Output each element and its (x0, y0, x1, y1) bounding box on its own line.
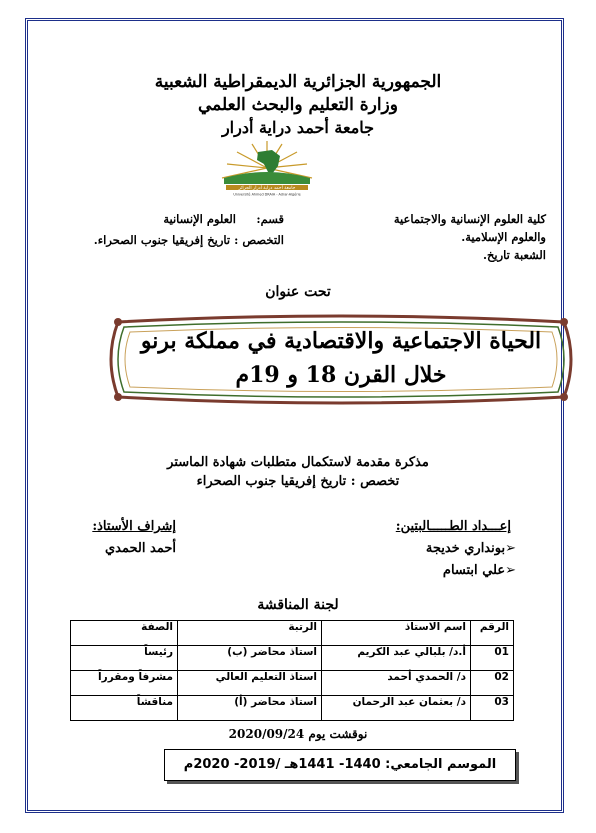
supervisor-name: أحمد الحمدي (105, 541, 176, 556)
table-cell: استاذ التعليم العالي (178, 671, 322, 696)
thesis-title-line-1: الحياة الاجتماعية والاقتصادية في مملكة برنو (140, 328, 542, 354)
university-logo-icon (212, 138, 322, 198)
student-name-2: ➢علي ابتسام (442, 563, 516, 578)
department-value: العلوم الإنسانية (163, 212, 236, 226)
supervisor-heading: إشراف الأستاذ: (92, 519, 176, 534)
university-title: جامعة أحمد دراية أدرار (221, 118, 375, 137)
table-cell: د/ الحمدي أحمد (322, 671, 471, 696)
svg-text:Université Ahmed DRAIA - Adrar: Université Ahmed DRAIA - Adrar-Algérie (233, 192, 301, 197)
column-header: اسم الاستاذ (322, 621, 471, 646)
column-header: الصفة (71, 621, 178, 646)
table-row (71, 671, 514, 696)
svg-text:جامعة أحمد دراية أدرار الجزائر: جامعة أحمد دراية أدرار الجزائر (238, 186, 296, 191)
specialty-line: التخصص : تاريخ إفريقيا جنوب الصحراء. (93, 233, 284, 247)
ministry-title: وزارة التعليم والبحث العلمي (198, 95, 398, 115)
department-label: قسم: (256, 212, 284, 226)
table-row (71, 646, 514, 671)
arrow-bullet-icon: ➢ (505, 563, 516, 578)
table-cell: رئيساً (71, 646, 178, 671)
table-cell: استاذ محاضر (ب) (178, 646, 322, 671)
table-row (71, 696, 514, 721)
column-header: الرتبة (178, 621, 322, 646)
under-title-label: تحت عنوان (265, 284, 331, 300)
title-frame (100, 312, 582, 407)
defense-date: نوقشت يوم 2020/09/24 (228, 727, 368, 741)
table-cell: مشرفاً ومقرراً (71, 671, 178, 696)
faculty-line-3: الشعبة تاريخ. (482, 248, 546, 262)
table-cell: 01 (471, 646, 514, 671)
table-cell: مناقشاً (71, 696, 178, 721)
arrow-bullet-icon: ➢ (505, 541, 516, 556)
purpose-line-2: تخصص : تاريخ إفريقيا جنوب الصحراء (196, 474, 400, 489)
column-header: الرقم (471, 621, 514, 646)
faculty-line-1: كلية العلوم الإنسانية والاجتماعية (393, 212, 546, 226)
table-cell: 03 (471, 696, 514, 721)
republic-title: الجمهورية الجزائرية الديمقراطية الشعبية (154, 72, 442, 92)
thesis-title-line-2: خلال القرن 18 و 19م (235, 362, 447, 388)
student-name-1: ➢بونداري خديجة (425, 541, 516, 556)
committee-table (70, 620, 514, 721)
faculty-line-2: والعلوم الإسلامية. (461, 230, 546, 244)
students-heading: إعـــداد الطـــــالبتين: (395, 519, 511, 534)
committee-heading: لجنة المناقشة (257, 597, 339, 613)
academic-season-box: الموسم الجامعي: 1440- 1441هـ /2019- 2020م (164, 749, 516, 781)
table-cell: 02 (471, 671, 514, 696)
purpose-line-1: مذكرة مقدمة لاستكمال متطلبات شهادة الماستر (167, 455, 429, 470)
table-cell: د/ بعثمان عبد الرحمان (322, 696, 471, 721)
table-cell: أ.د/ بلبالي عبد الكريم (322, 646, 471, 671)
table-header-row (71, 621, 514, 646)
table-cell: استاذ محاضر (أ) (178, 696, 322, 721)
